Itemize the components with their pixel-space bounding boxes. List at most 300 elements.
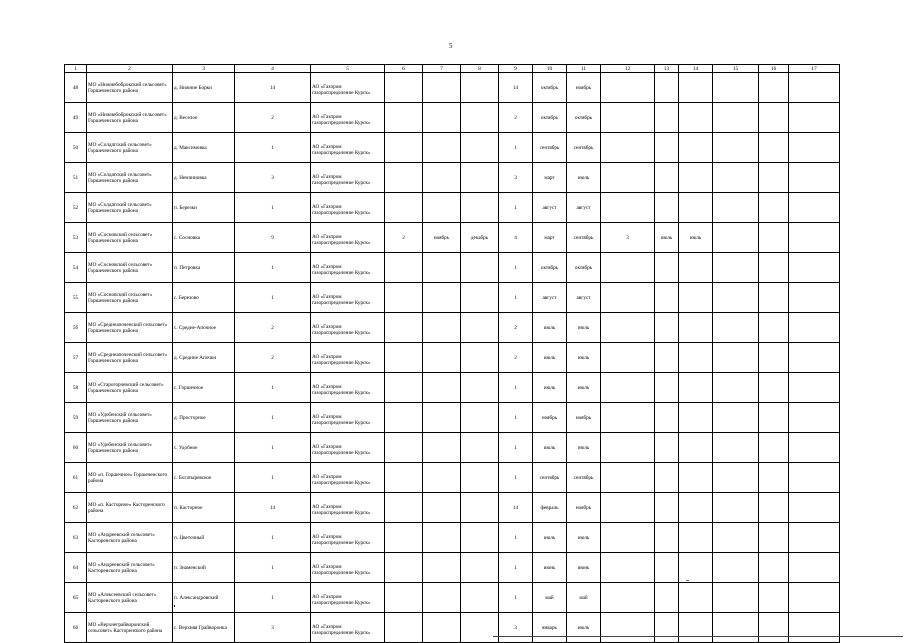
cell-c7: [423, 283, 461, 313]
table-row: [65, 613, 840, 643]
cell-c12: [601, 613, 655, 643]
column-number: 17: [789, 65, 840, 73]
cell-c14: [679, 583, 713, 613]
cell-empty: [713, 283, 759, 313]
cell-c7: [423, 403, 461, 433]
cell-c12: [601, 313, 655, 343]
cell-c9: 1: [499, 373, 533, 403]
cell-place: п. Знаменский: [173, 553, 235, 583]
cell-mo: МО «Солдатский сельсовет» Горшеченского района: [87, 193, 173, 223]
cell-c7: [423, 163, 461, 193]
cell-c10: ноябрь: [533, 403, 567, 433]
cell-mo: МО «Солдатский сельсовет» Горшеченского района: [87, 163, 173, 193]
cell-empty: [759, 403, 789, 433]
cell-c12: [601, 553, 655, 583]
cell-c6: [385, 613, 423, 643]
table-row: [65, 583, 840, 613]
cell-c6: [385, 403, 423, 433]
cell-c4: 14: [235, 73, 311, 103]
cell-c8: [461, 73, 499, 103]
cell-mo: МО «Сосновский сельсовет» Горшеченского района: [87, 253, 173, 283]
cell-empty: [713, 433, 759, 463]
cell-c10: август: [533, 283, 567, 313]
cell-c9: 3: [499, 613, 533, 643]
cell-c12: [601, 73, 655, 103]
cell-empty: [713, 133, 759, 163]
cell-c10: февраль: [533, 493, 567, 523]
cell-c10: март: [533, 223, 567, 253]
cell-c14: [679, 403, 713, 433]
cell-c6: [385, 343, 423, 373]
column-number: 15: [713, 65, 759, 73]
cell-c7: [423, 583, 461, 613]
cell-c8: [461, 373, 499, 403]
table-row: [65, 403, 840, 433]
cell-c10: июль: [533, 523, 567, 553]
cell-c10: сентябрь: [533, 133, 567, 163]
cell-c11: июль: [567, 613, 601, 643]
cell-mo: МО «Удобенский сельсовет» Горшеченского района: [87, 403, 173, 433]
cell-n: 53: [65, 223, 87, 253]
cell-c11: август: [567, 283, 601, 313]
column-number: 1: [65, 65, 87, 73]
cell-c9: 3: [499, 163, 533, 193]
cell-empty: [759, 313, 789, 343]
cell-empty: [759, 253, 789, 283]
cell-c14: [679, 163, 713, 193]
column-number: 16: [759, 65, 789, 73]
cell-org: АО «Газпром газораспределение Курск»: [311, 523, 385, 553]
cell-c9: 1: [499, 523, 533, 553]
cell-c9: 2: [499, 343, 533, 373]
cell-empty: [713, 343, 759, 373]
cell-c6: [385, 253, 423, 283]
cell-empty: [713, 73, 759, 103]
cell-c6: 2: [385, 223, 423, 253]
cell-c11: октябрь: [567, 253, 601, 283]
cell-c13: [655, 433, 679, 463]
cell-c6: [385, 523, 423, 553]
cell-c6: [385, 493, 423, 523]
cell-n: 66: [65, 613, 87, 643]
cell-place: п. Цветочный: [173, 523, 235, 553]
cell-c14: [679, 343, 713, 373]
cell-c6: [385, 73, 423, 103]
cell-empty: [789, 373, 840, 403]
cell-mo: МО «Нижнебоброкский сельсовет» Горшеченского района: [87, 73, 173, 103]
cell-empty: [759, 103, 789, 133]
cell-mo: МО «Среднеапоченский сельсовет» Горшеченского района: [87, 343, 173, 373]
cell-c13: [655, 193, 679, 223]
cell-c11: ноябрь: [567, 73, 601, 103]
cell-c4: 3: [235, 163, 311, 193]
cell-c6: [385, 283, 423, 313]
table-row: [65, 133, 840, 163]
cell-c6: [385, 133, 423, 163]
cell-c11: июль: [567, 163, 601, 193]
cell-place: п. Березки: [173, 193, 235, 223]
cell-c4: 9: [235, 223, 311, 253]
cell-c8: [461, 583, 499, 613]
cell-c8: [461, 403, 499, 433]
cell-empty: [713, 493, 759, 523]
cell-c13: [655, 523, 679, 553]
scan-line: [493, 636, 903, 637]
cell-empty: [759, 73, 789, 103]
header-row: [65, 65, 840, 73]
cell-org: АО «Газпром газораспределение Курск»: [311, 193, 385, 223]
cell-c6: [385, 163, 423, 193]
cell-org: АО «Газпром газораспределение Курск»: [311, 73, 385, 103]
cell-place: с. Богатыревское: [173, 463, 235, 493]
column-number: 14: [679, 65, 713, 73]
cell-c12: [601, 343, 655, 373]
cell-org: АО «Газпром газораспределение Курск»: [311, 103, 385, 133]
cell-c13: [655, 583, 679, 613]
cell-empty: [759, 583, 789, 613]
cell-c13: [655, 313, 679, 343]
cell-c7: [423, 493, 461, 523]
cell-c6: [385, 373, 423, 403]
cell-c10: июль: [533, 433, 567, 463]
cell-c4: 1: [235, 433, 311, 463]
cell-c11: сентябрь: [567, 463, 601, 493]
cell-empty: [759, 133, 789, 163]
cell-c9: 1: [499, 433, 533, 463]
cell-c4: 3: [235, 613, 311, 643]
cell-c11: октябрь: [567, 103, 601, 133]
cell-c13: [655, 613, 679, 643]
cell-empty: [789, 283, 840, 313]
cell-place: п. Касторное: [173, 493, 235, 523]
cell-c11: июль: [567, 433, 601, 463]
table-row: [65, 463, 840, 493]
cell-mo: МО «Сосновский сельсовет» Горшеченского района: [87, 223, 173, 253]
cell-empty: [789, 343, 840, 373]
cell-c13: [655, 283, 679, 313]
cell-c9: 2: [499, 103, 533, 133]
cell-c12: [601, 163, 655, 193]
cell-mo: МО «Верхнеграйворонский сельсовет» Касторенского района: [87, 613, 173, 643]
cell-c9: 1: [499, 553, 533, 583]
cell-c4: 14: [235, 493, 311, 523]
cell-mo: МО «Удобенский сельсовет» Горшеченского района: [87, 433, 173, 463]
cell-empty: [789, 523, 840, 553]
cell-c13: [655, 373, 679, 403]
cell-n: 57: [65, 343, 87, 373]
cell-empty: [713, 523, 759, 553]
cell-c7: [423, 253, 461, 283]
cell-c13: [655, 463, 679, 493]
cell-c11: август: [567, 193, 601, 223]
cell-n: 54: [65, 253, 87, 283]
table-row: [65, 553, 840, 583]
cell-c6: [385, 583, 423, 613]
cell-c7: [423, 133, 461, 163]
cell-c10: март: [533, 163, 567, 193]
cell-n: 63: [65, 523, 87, 553]
column-number: 4: [235, 65, 311, 73]
cell-empty: [713, 223, 759, 253]
cell-c10: октябрь: [533, 73, 567, 103]
column-number: 5: [311, 65, 385, 73]
cell-empty: [713, 253, 759, 283]
cell-c8: [461, 343, 499, 373]
cell-c6: [385, 433, 423, 463]
column-number: 8: [461, 65, 499, 73]
cell-org: АО «Газпром газораспределение Курск»: [311, 433, 385, 463]
cell-c13: [655, 493, 679, 523]
cell-c6: [385, 103, 423, 133]
cell-place: д. Нижние Борки: [173, 73, 235, 103]
cell-empty: [789, 313, 840, 343]
cell-c9: 2: [499, 313, 533, 343]
cell-empty: [759, 433, 789, 463]
cell-c14: [679, 193, 713, 223]
cell-c10: август: [533, 193, 567, 223]
cell-empty: [789, 463, 840, 493]
cell-c4: 1: [235, 403, 311, 433]
cell-c11: июнь: [567, 553, 601, 583]
cell-place: с. Удобное: [173, 433, 235, 463]
cell-c6: [385, 553, 423, 583]
cell-c9: 1: [499, 583, 533, 613]
cell-n: 64: [65, 553, 87, 583]
cell-c8: [461, 103, 499, 133]
cell-c8: [461, 133, 499, 163]
cell-place: с. Сосновка: [173, 223, 235, 253]
table-row: [65, 193, 840, 223]
cell-empty: [759, 553, 789, 583]
cell-c8: [461, 283, 499, 313]
cell-n: 55: [65, 283, 87, 313]
cell-empty: [713, 313, 759, 343]
cell-c11: май: [567, 583, 601, 613]
cell-c9: 1: [499, 133, 533, 163]
cell-c7: ноябрь: [423, 223, 461, 253]
cell-c13: [655, 73, 679, 103]
column-number: 12: [601, 65, 655, 73]
cell-mo: МО «Андреевский сельсовет» Касторенского района: [87, 553, 173, 583]
column-number: 9: [499, 65, 533, 73]
cell-empty: [789, 163, 840, 193]
cell-empty: [789, 613, 840, 643]
column-number: 6: [385, 65, 423, 73]
cell-c7: [423, 343, 461, 373]
cell-place: д. Веселое: [173, 103, 235, 133]
cell-c8: [461, 193, 499, 223]
cell-c10: июль: [533, 373, 567, 403]
cell-empty: [759, 493, 789, 523]
cell-org: АО «Газпром газораспределение Курск»: [311, 373, 385, 403]
cell-c12: 3: [601, 223, 655, 253]
cell-c9: 1: [499, 193, 533, 223]
cell-mo: МО «Сосновский сельсовет» Горшеченского района: [87, 283, 173, 313]
cell-c7: [423, 523, 461, 553]
column-number: 11: [567, 65, 601, 73]
cell-org: АО «Газпром газораспределение Курск»: [311, 223, 385, 253]
cell-c13: [655, 343, 679, 373]
cell-c10: январь: [533, 613, 567, 643]
cell-c11: июль: [567, 523, 601, 553]
cell-mo: МО «Солдатский сельсовет» Горшеченского района: [87, 133, 173, 163]
cell-c11: июль: [567, 313, 601, 343]
cell-n: 59: [65, 403, 87, 433]
cell-empty: [713, 553, 759, 583]
cell-n: 65: [65, 583, 87, 613]
table-row: [65, 223, 840, 253]
cell-c14: [679, 313, 713, 343]
cell-empty: [759, 163, 789, 193]
column-number: 2: [87, 65, 173, 73]
cell-c8: [461, 523, 499, 553]
cell-org: АО «Газпром газораспределение Курск»: [311, 343, 385, 373]
cell-c14: [679, 133, 713, 163]
cell-c11: сентябрь: [567, 133, 601, 163]
cell-empty: [759, 373, 789, 403]
scan-mark: [174, 605, 175, 607]
cell-empty: [713, 613, 759, 643]
cell-c8: декабрь: [461, 223, 499, 253]
cell-c6: [385, 463, 423, 493]
cell-n: 48: [65, 73, 87, 103]
cell-n: 60: [65, 433, 87, 463]
cell-n: 49: [65, 103, 87, 133]
cell-c13: [655, 103, 679, 133]
cell-place: с. Горшечное: [173, 373, 235, 403]
column-number: 3: [173, 65, 235, 73]
cell-c14: [679, 103, 713, 133]
cell-c12: [601, 433, 655, 463]
cell-empty: [789, 493, 840, 523]
cell-empty: [713, 163, 759, 193]
cell-c13: [655, 163, 679, 193]
table-row: [65, 343, 840, 373]
cell-c12: [601, 403, 655, 433]
cell-c12: [601, 583, 655, 613]
cell-c7: [423, 73, 461, 103]
cell-c10: июль: [533, 313, 567, 343]
cell-n: 50: [65, 133, 87, 163]
cell-c8: [461, 163, 499, 193]
cell-empty: [789, 403, 840, 433]
cell-c8: [461, 433, 499, 463]
cell-c14: [679, 433, 713, 463]
cell-c7: [423, 613, 461, 643]
cell-c8: [461, 553, 499, 583]
cell-c4: 1: [235, 553, 311, 583]
cell-org: АО «Газпром газораспределение Курск»: [311, 283, 385, 313]
cell-c11: ноябрь: [567, 403, 601, 433]
cell-org: АО «Газпром газораспределение Курск»: [311, 613, 385, 643]
cell-mo: МО «Старогорчевский сельсовет» Горшеченского района: [87, 373, 173, 403]
column-number: 7: [423, 65, 461, 73]
cell-empty: [789, 553, 840, 583]
cell-org: АО «Газпром газораспределение Курск»: [311, 553, 385, 583]
cell-n: 62: [65, 493, 87, 523]
cell-c12: [601, 283, 655, 313]
table-row: [65, 373, 840, 403]
cell-c9: 14: [499, 73, 533, 103]
cell-c9: 14: [499, 493, 533, 523]
cell-c8: [461, 613, 499, 643]
cell-org: АО «Газпром газораспределение Курск»: [311, 163, 385, 193]
cell-mo: МО «Нижнебоброкский сельсовет» Горшеченского района: [87, 103, 173, 133]
cell-empty: [789, 583, 840, 613]
cell-place: с. Средне-Апочное: [173, 313, 235, 343]
cell-empty: [789, 103, 840, 133]
cell-c9: 1: [499, 253, 533, 283]
cell-empty: [713, 373, 759, 403]
cell-org: АО «Газпром газораспределение Курск»: [311, 463, 385, 493]
cell-c12: [601, 493, 655, 523]
cell-c13: [655, 553, 679, 583]
cell-org: АО «Газпром газораспределение Курск»: [311, 583, 385, 613]
cell-mo: МО «Андреевский сельсовет» Касторенского района: [87, 523, 173, 553]
cell-mo: МО «п. Касторное» Касторенского района: [87, 493, 173, 523]
cell-place: д. Максимовка: [173, 133, 235, 163]
cell-c14: [679, 553, 713, 583]
table-row: [65, 433, 840, 463]
cell-c4: 1: [235, 283, 311, 313]
cell-c4: 2: [235, 313, 311, 343]
cell-mo: МО «Алексеевский сельсовет» Касторенского района: [87, 583, 173, 613]
cell-empty: [789, 433, 840, 463]
cell-c13: июль: [655, 223, 679, 253]
cell-c11: июль: [567, 373, 601, 403]
cell-place: д. Немчиновка: [173, 163, 235, 193]
cell-c12: [601, 373, 655, 403]
cell-c14: [679, 373, 713, 403]
cell-c8: [461, 463, 499, 493]
cell-c14: [679, 523, 713, 553]
cell-c12: [601, 463, 655, 493]
cell-c7: [423, 463, 461, 493]
cell-c7: [423, 433, 461, 463]
gasification-schedule-table: [64, 64, 840, 643]
cell-empty: [789, 253, 840, 283]
cell-c13: [655, 403, 679, 433]
cell-c6: [385, 313, 423, 343]
cell-c4: 2: [235, 343, 311, 373]
cell-c9: 1: [499, 463, 533, 493]
cell-n: 52: [65, 193, 87, 223]
column-number: 10: [533, 65, 567, 73]
cell-empty: [759, 223, 789, 253]
cell-c7: [423, 103, 461, 133]
cell-c7: [423, 313, 461, 343]
page-number: 5: [449, 42, 453, 50]
cell-c4: 1: [235, 133, 311, 163]
cell-place: д. Средние Апочки: [173, 343, 235, 373]
cell-c12: [601, 523, 655, 553]
cell-c13: [655, 133, 679, 163]
cell-c9: 1: [499, 283, 533, 313]
cell-n: 56: [65, 313, 87, 343]
cell-c14: [679, 463, 713, 493]
table-row: [65, 103, 840, 133]
cell-c6: [385, 193, 423, 223]
cell-c14: [679, 253, 713, 283]
table-row: [65, 253, 840, 283]
cell-c9: 1: [499, 403, 533, 433]
cell-c8: [461, 493, 499, 523]
cell-empty: [713, 103, 759, 133]
cell-place: д. Просторное: [173, 403, 235, 433]
table-row: [65, 73, 840, 103]
table-row: [65, 163, 840, 193]
cell-n: 51: [65, 163, 87, 193]
